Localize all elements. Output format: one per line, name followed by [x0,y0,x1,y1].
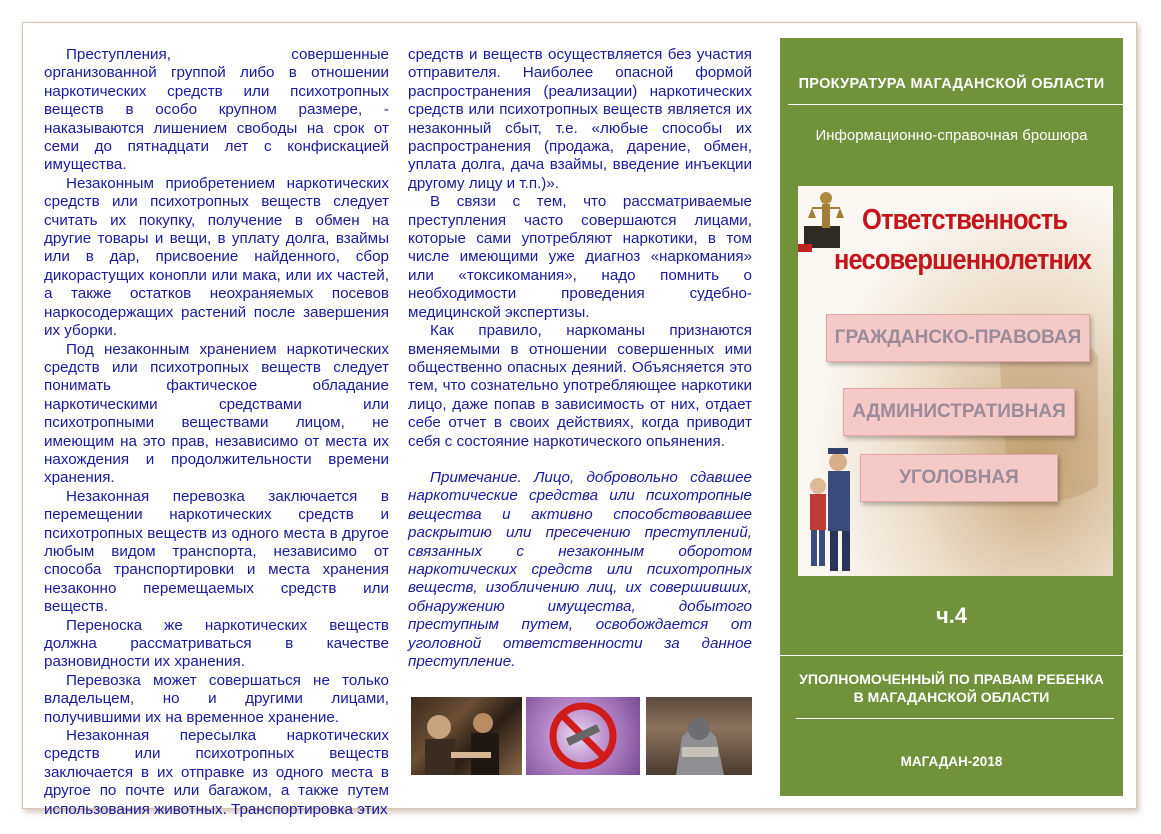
text-column-1 [44,46,389,819]
category-civil: ГРАЖДАНСКО-ПРАВОВАЯ [826,314,1090,362]
paragraph: Преступления, совершенные организованной группой либо в отношении наркотических средств или психотропных веществ в особо крупном размере, - наказываются лишением свободы на срок от семи до пятнадцати лет с конфискацией имущества. [44,46,389,174]
paragraph: Незаконным приобретением наркотических средств или психотропных веществ следует считать их покупку, получение в обмен на другие товары и вещи, в уплату долга, взаймы или в дар, присвоение найденного, сбор дикорастущих конопли или мака, или их частей, а также остатков неохраняемых посевов наркосодержащих растений после завершения их уборки. [44,174,389,340]
publisher-line-1: УПОЛНОМОЧЕННЫЙ ПО ПРАВАМ РЕБЕНКА [799,671,1104,687]
brochure-subtitle: Информационно-справочная брошюра [815,127,1088,144]
paragraph: Как правило, наркоманы признаются вменяемыми в отношении совершенных ими общественно опасных деяний. Объясняется это тем, что сознательно употребляющее наркотики лицо, даже попав в зависимость от них, отдает себе отчет в своих действиях, когда приводит себя с состояние наркотического опьянения. [408,322,752,450]
divider [788,104,1123,105]
cover-panel [780,38,1123,796]
category-administrative: АДМИНИСТРАТИВНАЯ [843,388,1075,436]
paragraph: Незаконная пересылка наркотических средств или психотропных веществ заключается в их отправке из одного места в другое по почте или багажом, а также путем использования животных. Транспортировка этих [44,727,389,818]
paragraph: Под незаконным хранением наркотических средств или психотропных веществ следует понимать фактическое обладание наркотическими средствами или психотропными веществами лицом, не имеющим на это прав, независимо от места их нахождения и продолжительности времени хранения. [44,340,389,487]
note-paragraph: Примечание. Лицо, добровольно сдавшее наркотические средства или психотропные вещества и активно способствовавшее раскрытию или пресечению преступлений, связанных с незаконным оборотом наркотических средств или психотропных веществ, изобличению лиц, их совершивших, обнаружению имущества, добытого преступным путем, освобождается от уголовной ответственности за данное преступление. [408,468,752,670]
text-column-2 [408,46,752,671]
organization-title: ПРОКУРАТУРА МАГАДАНСКОЙ ОБЛАСТИ [798,76,1105,92]
photo-sad-teen [646,697,752,775]
cover-image [798,186,1113,576]
category-criminal: УГОЛОВНАЯ [860,454,1058,502]
publisher-line-2: В МАГАДАНСКОЙ ОБЛАСТИ [853,689,1050,705]
paragraph: Перевозка может совершаться не только владельцем, но и другими лицами, получившими их на временное хранение. [44,671,389,726]
paragraph-continuation: средств и веществ осуществляется без участия отправителя. Наиболее опасной формой распространения (реализации) наркотических средств или психотропных веществ является их незаконный сбыт, т.е. «любые способы их распространения (продажа, дарение, обмен, уплата долга, дача взаймы, введение инъекции другому лицу и т.п.)». [408,46,752,192]
paragraph: В связи с тем, что рассматриваемые преступления часто совершаются лицами, которые сами употребляют наркотики, в том числе имеющими уже диагноз «наркомания» или «токсикомания», надо помнить о необходимости проведения судебно-медицинской экспертизы. [408,193,752,321]
paragraph: Переноска же наркотических веществ должна рассматриваться в качестве разновидности их хранения. [44,616,389,671]
divider [780,655,1123,656]
part-number: ч.4 [935,603,968,628]
city-year: МАГАДАН-2018 [900,754,1003,769]
cover-title-line-1: Ответственность [862,204,1068,236]
paragraph: Незаконная перевозка заключается в перемещении наркотических средств и психотропных веществ из одного места в другое любым видом транспорта, независимо от способа транспортировки и места хранения незаконно перемещаемых средств или веществ. [44,487,389,616]
divider [796,718,1114,719]
cover-title-line-2: несовершеннолетних [834,244,1092,276]
photo-strip [411,697,752,775]
photo-no-drugs [526,697,640,775]
photo-youths [411,697,522,775]
